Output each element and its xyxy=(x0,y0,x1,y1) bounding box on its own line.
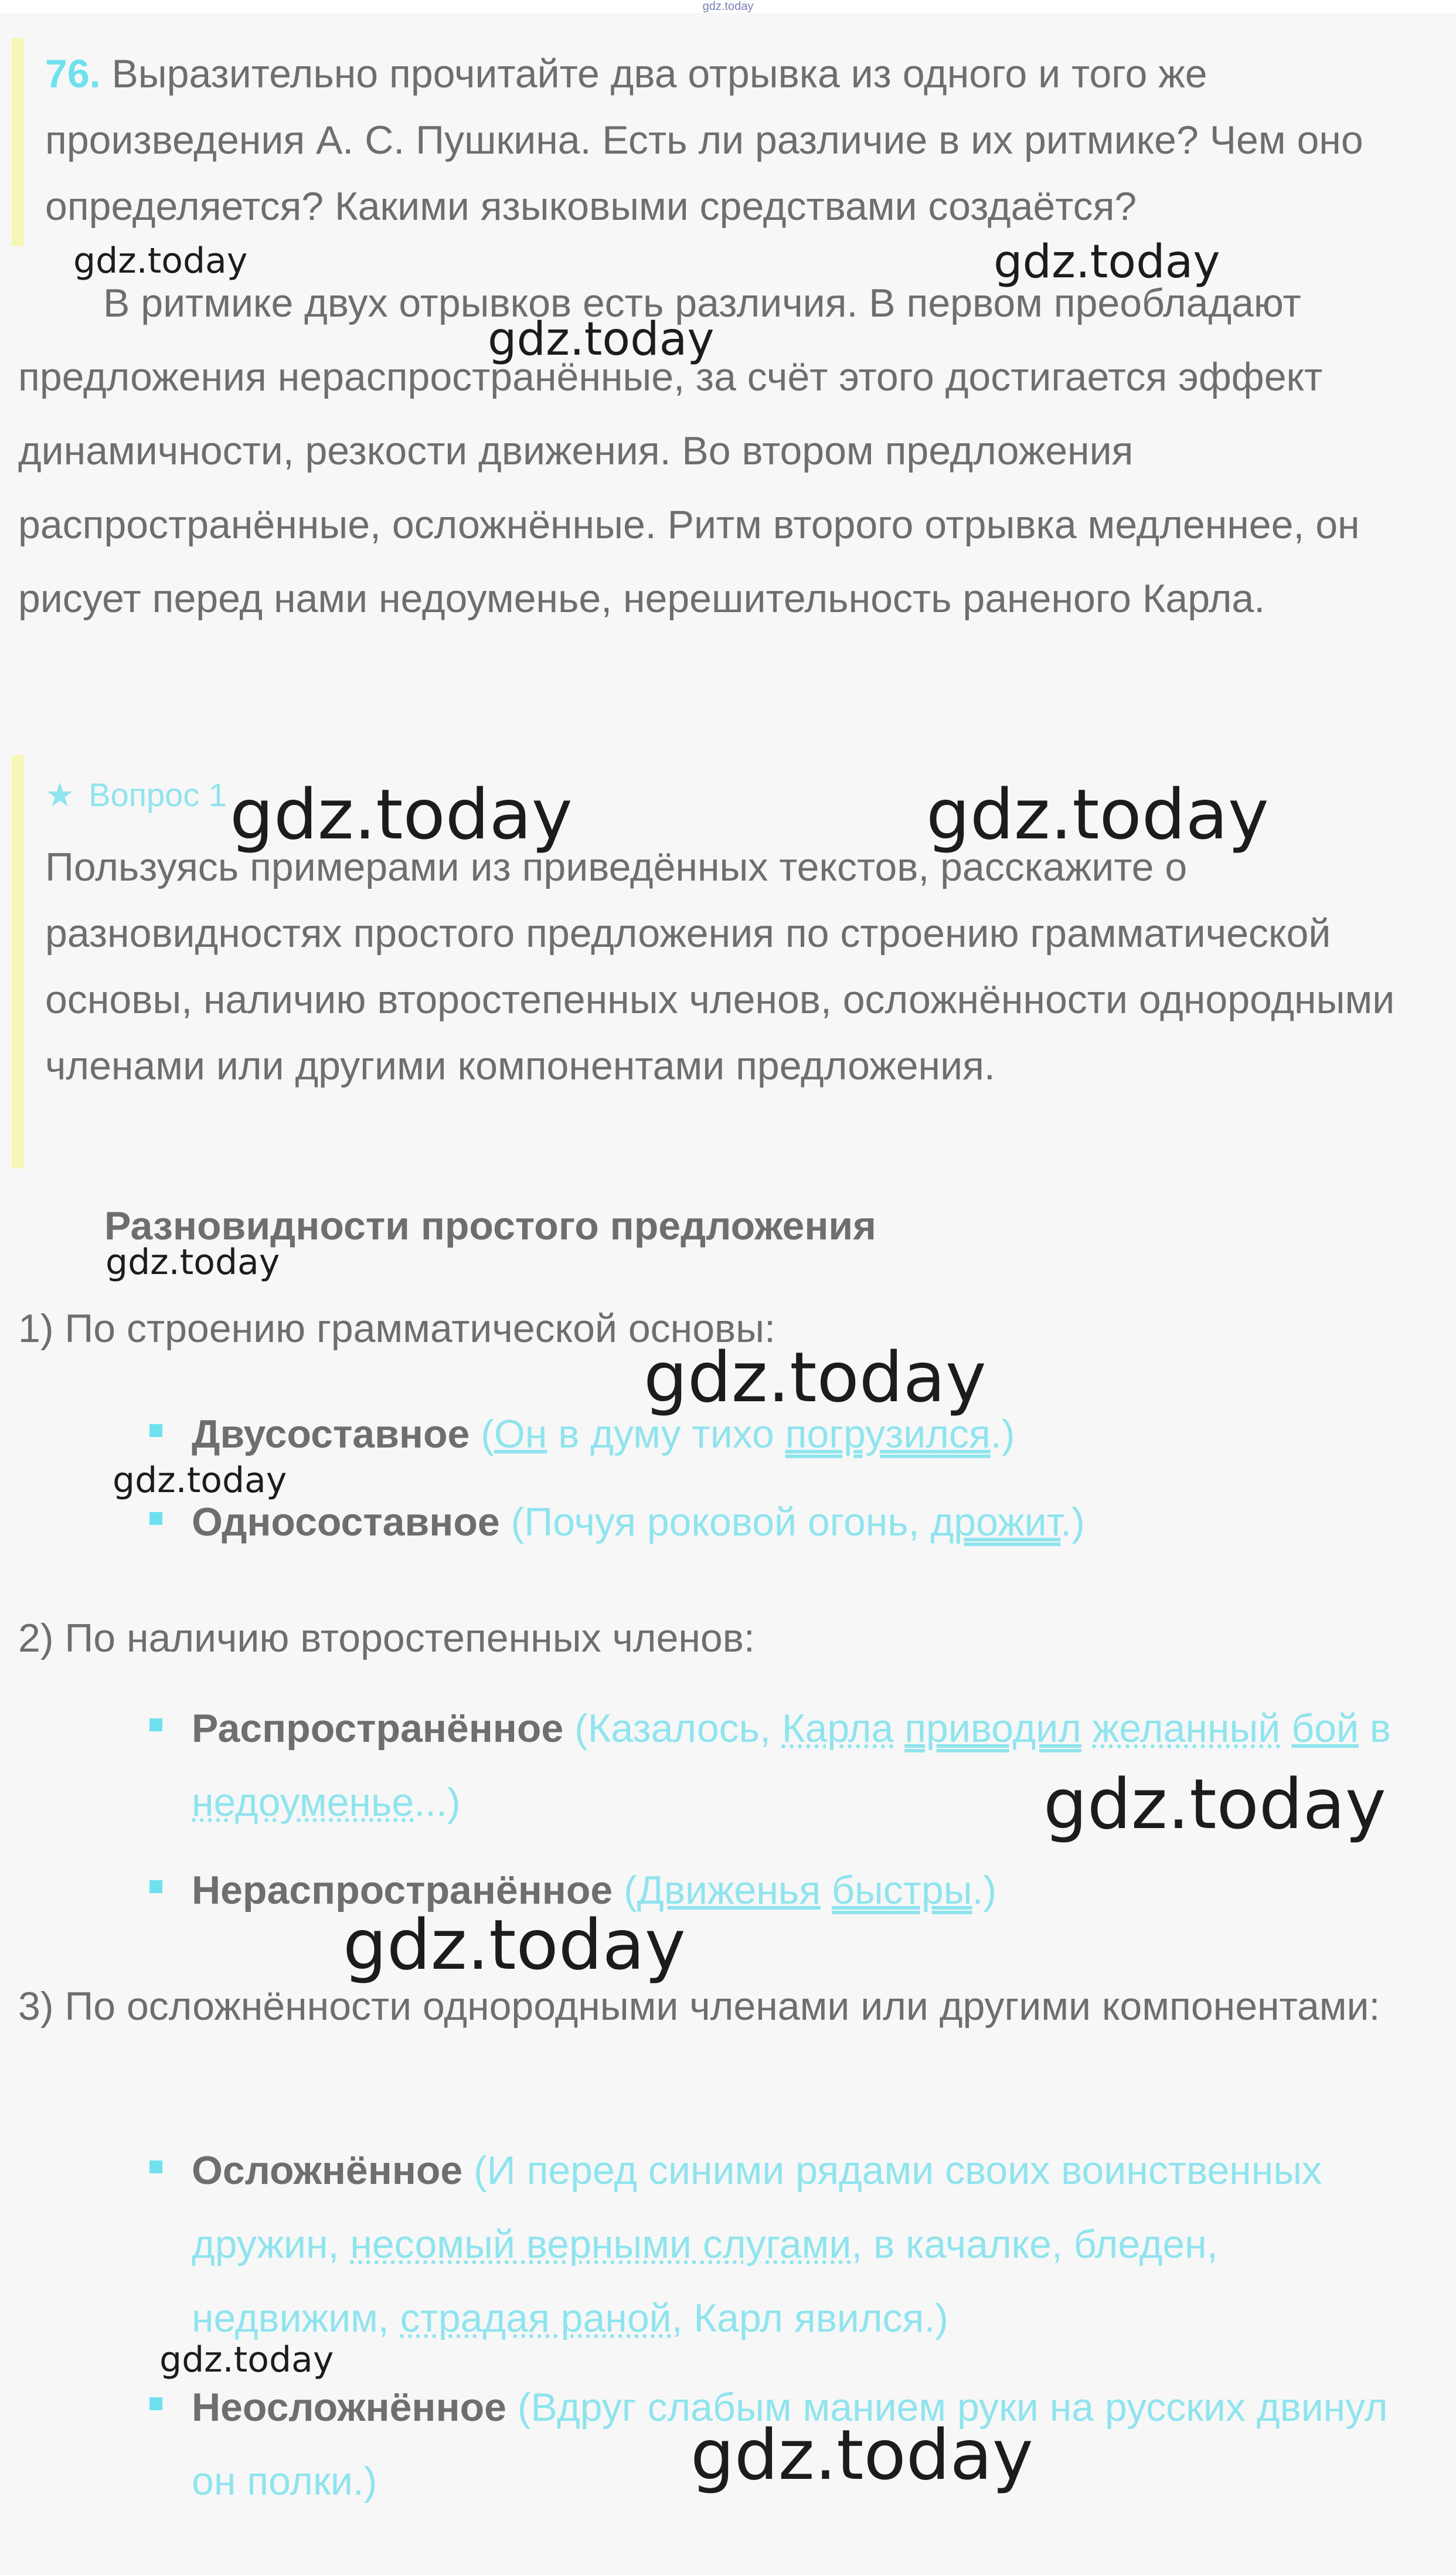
task-text xyxy=(45,41,1440,240)
question-label xyxy=(45,775,227,815)
task-number: 76. xyxy=(45,52,101,96)
section-3-label: 3) По осложнённости однородными членами или другими компонентами: xyxy=(18,1984,1380,2029)
bullet-icon xyxy=(149,1512,162,1525)
watermark: gdz.today xyxy=(73,240,248,281)
bullet-icon xyxy=(149,1718,162,1731)
answer-text: В ритмике двух отрывков есть различия. В первом преобладают предложения нераспространённые, за счёт этого достигается эффект динамичности, резкости движения. Во втором предложения распространённые, осложнённые. Ритм второго отрывка медленнее, он рисует перед нами недоуменье, нерешительность раненого Карла. xyxy=(18,281,1360,621)
watermark: gdz.today xyxy=(926,774,1269,855)
section-heading: Разновидности простого предложения xyxy=(104,1204,876,1248)
bullet-icon xyxy=(149,1880,162,1893)
answer-paragraph xyxy=(18,266,1437,636)
bullet-icon xyxy=(149,2397,162,2410)
item-term: Неосложнённое xyxy=(192,2385,506,2430)
star-icon: ★ xyxy=(45,776,75,813)
watermark: gdz.today xyxy=(343,1904,686,1985)
bullet-icon xyxy=(149,1424,162,1437)
watermark: gdz.today xyxy=(1043,1764,1386,1844)
watermark: gdz.today xyxy=(488,313,715,366)
section-1-label: 1) По строению грамматической основы: xyxy=(18,1306,775,1351)
item-term: Односоставное xyxy=(192,1500,500,1544)
question-label-text: Вопрос 1 xyxy=(89,776,227,813)
watermark: gdz.today xyxy=(159,2339,334,2380)
bullet-icon xyxy=(149,2160,162,2173)
watermark: gdz.today xyxy=(644,1337,986,1418)
section-2-label: 2) По наличию второстепенных членов: xyxy=(18,1616,755,1660)
watermark: gdz.today xyxy=(106,1242,280,1283)
question-text: Пользуясь примерами из приведённых текстов, расскажите о разновидностях простого предложения по строению грамматической основы, наличию второстепенных членов, осложнённости однородными членами или другими компонентами предложения. xyxy=(45,845,1395,1088)
item-term: Двусоставное xyxy=(192,1412,470,1456)
watermark: gdz.today xyxy=(230,774,573,855)
item-term: Нераспространённое xyxy=(192,1868,613,1912)
watermark: gdz.today xyxy=(994,236,1220,288)
watermark: gdz.today xyxy=(690,2414,1033,2495)
item-term: Распространённое xyxy=(192,1706,564,1751)
item-term: Осложнённое xyxy=(192,2148,463,2193)
task-body: Выразительно прочитайте два отрывка из одного и того же произведения А. С. Пушкина. Есть ли различие в их ритмике? Чем оно определяется? Какими языковыми средствами создаётся? xyxy=(45,52,1363,229)
watermark: gdz.today xyxy=(113,1460,287,1501)
site-watermark-top: gdz.today xyxy=(702,0,754,13)
